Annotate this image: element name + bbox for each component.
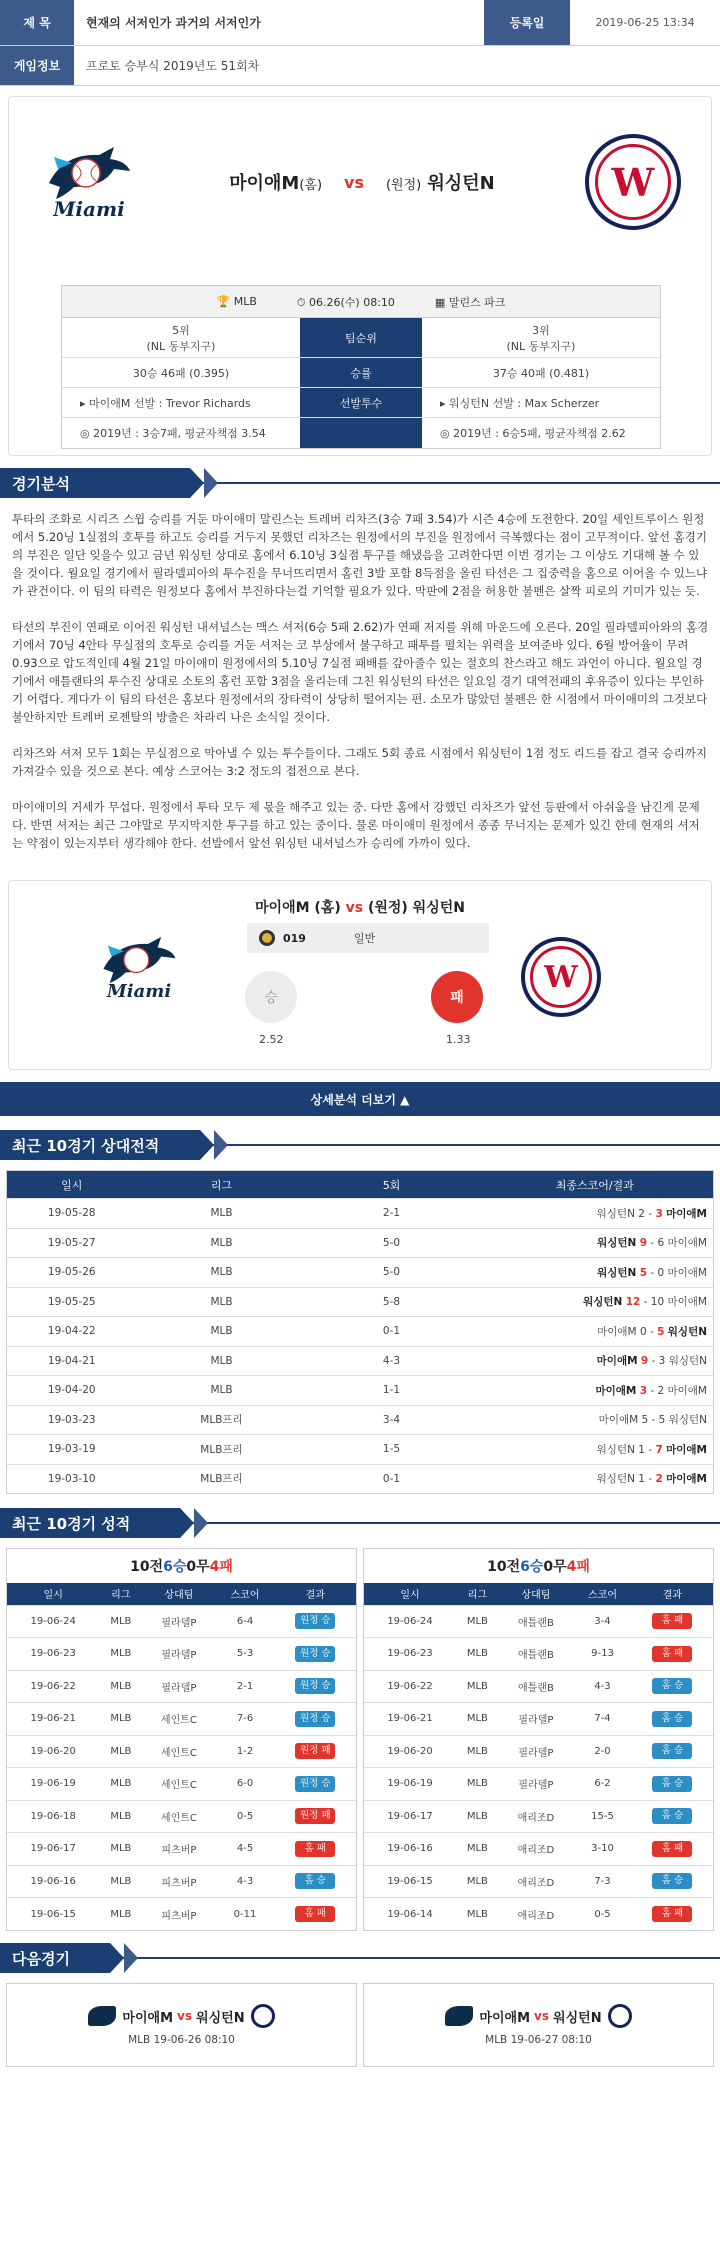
h2h-final: 워싱턴N 1 - 7 마이애M bbox=[477, 1435, 714, 1465]
next-games bbox=[6, 1983, 714, 2067]
h2h-date: 19-05-28 bbox=[7, 1199, 137, 1229]
h2h-row bbox=[7, 1464, 714, 1494]
result-badge: 홈 승 bbox=[295, 1873, 335, 1889]
h2h-final: 워싱턴N 2 - 3 마이애M bbox=[477, 1199, 714, 1229]
recent-row: 19-06-17 MLB 피츠버P 4-5 홈 패 bbox=[7, 1833, 356, 1866]
h2h-inning5: 0-1 bbox=[307, 1464, 477, 1494]
recent-row: 19-06-15 MLB 애리조D 7-3 홈 승 bbox=[364, 1865, 713, 1898]
result-badge: 홈 승 bbox=[652, 1743, 692, 1759]
recent-row: 19-06-17 MLB 애리조D 15-5 홈 승 bbox=[364, 1800, 713, 1833]
game-number: 019 bbox=[283, 931, 306, 945]
recent-away-table: 10전 6승 0무 4패 일시 리그 상대팀 스코어 결과 19-06-24 MLB 애틀랜B 3-4 홈 패 19-06-23 MLB 애틀랜B 9-13 홈 패 19-06-22 MLB 애틀랜B 4-3 홈 승 19-06-21 MLB 필라델P 7-4 홈 승 19-06-20 MLB 필라델P 2-0 홈 승 19-06-19 MLB 필라델P 6-2 홈 승 19-06-17 MLB 애리조D 15-5 홈 승 19-06-16 MLB 애리조D 3-10 홈 패 19-06-15 MLB 애리조D 7-3 홈 승 19-06-14 MLB 애리조D 0-5 홈 패 bbox=[363, 1548, 714, 1931]
recent-row: 19-06-21 MLB 필라델P 7-4 홈 승 bbox=[364, 1703, 713, 1736]
game-type: 일반 bbox=[353, 932, 376, 945]
datetime-info: ⏱ 06.26(수) 08:10 bbox=[296, 295, 395, 309]
h2h-final: 마이애M 0 - 5 워싱턴N bbox=[477, 1317, 714, 1347]
h2h-inning5: 4-3 bbox=[307, 1346, 477, 1376]
recent-row: 19-06-22 MLB 필라델P 2-1 원정 승 bbox=[7, 1670, 356, 1703]
analysis-paragraph: 마이애미의 거세가 무섭다. 원정에서 투타 모두 제 몫을 해주고 있는 중. 다만 홈에서 강했던 리차즈가 앞선 등판에서 아쉬움을 남긴게 문제다. 반면 셔저는 최근 그야말로 무지막지한 투구를 하고 있는 중이다. 물론 마이애미 원정에서 종종 무너지는 문제가 있긴 한데 현재의 셔저는 약점이 있는지부터 생각해야 한다. 선발에서 앞선 워싱턴 내셔널스가 승리에 가까이 있다. bbox=[12, 800, 700, 850]
recent-row: 19-06-22 MLB 애틀랜B 4-3 홈 승 bbox=[364, 1670, 713, 1703]
nationals-mini-icon bbox=[251, 2004, 275, 2028]
h2h-final: 마이애M 3 - 2 마이애M bbox=[477, 1376, 714, 1406]
h2h-inning5: 5-0 bbox=[307, 1228, 477, 1258]
recent-section-bar bbox=[0, 1508, 720, 1538]
recent-away-summary: 10전 6승 0무 4패 bbox=[487, 1559, 590, 1575]
recent-row: 19-06-20 MLB 세인트C 1-2 원정 패 bbox=[7, 1735, 356, 1768]
result-badge: 홈 패 bbox=[295, 1906, 335, 1922]
next-title: 다음경기 bbox=[12, 1949, 70, 1968]
away-odds: 1.33 bbox=[446, 1033, 471, 1046]
h2h-section-bar bbox=[0, 1130, 720, 1160]
h2h-title: 최근 10경기 상대전적 bbox=[12, 1136, 160, 1155]
miami-mini-icon bbox=[445, 2006, 473, 2026]
result-badge: 홈 패 bbox=[652, 1613, 692, 1629]
h2h-date: 19-04-20 bbox=[7, 1376, 137, 1406]
recent-home-summary: 10전 6승 0무 4패 bbox=[130, 1559, 233, 1575]
pitcher-stats-row: ◎ 2019년 : 3승7패, 평균자책점 3.54 ◎ 2019년 : 6승5패, 평균자책점 2.62 bbox=[62, 418, 660, 448]
league-info: 🏆 MLB bbox=[216, 295, 257, 308]
analysis-title: 경기분석 bbox=[12, 474, 70, 493]
h2h-league: MLB bbox=[137, 1346, 307, 1376]
away-lose-button[interactable]: 패 bbox=[431, 971, 483, 1023]
recent-title: 최근 10경기 성적 bbox=[12, 1514, 131, 1533]
result-badge: 원정 패 bbox=[295, 1808, 335, 1824]
recent-tables bbox=[6, 1548, 714, 1931]
winrate-row: 30승 46패 (0.395) 승률 37승 40패 (0.481) bbox=[62, 358, 660, 388]
pick-title: 마이애M (홈) vs (원정) 워싱턴N bbox=[255, 900, 465, 916]
result-badge: 홈 승 bbox=[652, 1776, 692, 1792]
match-info-table bbox=[61, 285, 661, 449]
h2h-league: MLB bbox=[137, 1376, 307, 1406]
vs-label: vs bbox=[344, 172, 364, 192]
result-badge: 홈 패 bbox=[295, 1841, 335, 1857]
h2h-row bbox=[7, 1287, 714, 1317]
miami-logo bbox=[39, 132, 139, 232]
h2h-date: 19-03-10 bbox=[7, 1464, 137, 1494]
next-game-card[interactable]: 마이애M vs 워싱턴N MLB 19-06-27 08:10 bbox=[363, 1983, 714, 2067]
home-win-button[interactable]: 승 bbox=[245, 971, 297, 1023]
pick-miami-logo: Miami bbox=[89, 933, 189, 1002]
post-title: 현재의 서저인가 과거의 서저인가 bbox=[86, 16, 261, 30]
nationals-mini-icon bbox=[608, 2004, 632, 2028]
pick-nationals-logo: W bbox=[521, 937, 601, 1017]
h2h-inning5: 3-4 bbox=[307, 1405, 477, 1435]
h2h-row bbox=[7, 1258, 714, 1288]
match-summary bbox=[8, 96, 712, 456]
game-info-label: 게임정보 bbox=[0, 46, 74, 85]
h2h-inning5: 0-1 bbox=[307, 1317, 477, 1347]
result-badge: 원정 승 bbox=[295, 1711, 335, 1727]
result-badge: 홈 패 bbox=[652, 1841, 692, 1857]
recent-row: 19-06-19 MLB 세인트C 6-0 원정 승 bbox=[7, 1768, 356, 1801]
h2h-date: 19-03-19 bbox=[7, 1435, 137, 1465]
h2h-row bbox=[7, 1405, 714, 1435]
nationals-logo bbox=[585, 134, 681, 230]
result-badge: 원정 승 bbox=[295, 1776, 335, 1792]
result-badge: 홈 패 bbox=[652, 1646, 692, 1662]
h2h-row bbox=[7, 1199, 714, 1229]
h2h-date: 19-05-25 bbox=[7, 1287, 137, 1317]
h2h-league: MLB bbox=[137, 1228, 307, 1258]
recent-row: 19-06-15 MLB 피츠버P 0-11 홈 패 bbox=[7, 1898, 356, 1931]
h2h-final: 마이애M 5 - 5 워싱턴N bbox=[477, 1405, 714, 1435]
h2h-league: MLB프리 bbox=[137, 1464, 307, 1494]
clock-icon: ⏱ bbox=[296, 295, 306, 309]
recent-row: 19-06-23 MLB 애틀랜B 9-13 홈 패 bbox=[364, 1638, 713, 1671]
h2h-final: 워싱턴N 12 - 10 마이애M bbox=[477, 1287, 714, 1317]
result-badge: 원정 승 bbox=[295, 1646, 335, 1662]
h2h-date: 19-04-22 bbox=[7, 1317, 137, 1347]
result-badge: 홈 승 bbox=[652, 1808, 692, 1824]
recent-row: 19-06-18 MLB 세인트C 0-5 원정 패 bbox=[7, 1800, 356, 1833]
h2h-final: 마이애M 9 - 3 워싱턴N bbox=[477, 1346, 714, 1376]
analysis-text bbox=[0, 498, 720, 852]
h2h-inning5: 1-1 bbox=[307, 1376, 477, 1406]
result-badge: 원정 승 bbox=[295, 1613, 335, 1629]
h2h-inning5: 5-8 bbox=[307, 1287, 477, 1317]
h2h-date: 19-05-27 bbox=[7, 1228, 137, 1258]
recent-row: 19-06-16 MLB 피츠버P 4-3 홈 승 bbox=[7, 1865, 356, 1898]
recent-row: 19-06-24 MLB 필라델P 6-4 원정 승 bbox=[7, 1605, 356, 1638]
analysis-paragraph: 타선의 부진이 연패로 이어진 워싱턴 내셔널스는 맥스 셔저(6승 5패 2.62)가 연패 저지를 위해 마운드에 오른다. 20일 필라델피아와의 홈경기에서 70닝 4안타 무실점의 호투로 승리를 거둔 셔저는 코 부상에서 불구하고 패투를 펼치는 위력을 보여준바 있다. 6월 방어율이 무려 0.93으로 압도적인데 4월 21일 마이애미 원정에서의 5.10닝 7실점 패배를 갚아줄수 있는 절호의 찬스라고 해도 과언이 아니다. 월요일 경기에서 애틀랜타의 투수진 상대로 소토의 홈런 포함 3점을 올리는데 그친 워싱턴의 타선은 일요일 경기 대역전패의 후유증이 있다는 부인하기 어렵다. 게다가 이 팀의 타선은 홈보다 원정에서의 장타력이 상당히 떨어지는 편. 소모가 많았던 불펜은 한 시점에서 마이애미의 그것보다 불안하지만 트레버 로젠탈의 방출은 차라리 나은 소식일 것이다. bbox=[12, 620, 709, 724]
next-game-card[interactable]: 마이애M vs 워싱턴N MLB 19-06-26 08:10 bbox=[6, 1983, 357, 2067]
post-header bbox=[0, 0, 720, 86]
miami-logo-text: Miami bbox=[53, 197, 125, 221]
game-number-bar bbox=[247, 923, 489, 953]
recent-row: 19-06-20 MLB 필라델P 2-0 홈 승 bbox=[364, 1735, 713, 1768]
pick-box bbox=[8, 880, 712, 1070]
h2h-league: MLB bbox=[137, 1287, 307, 1317]
h2h-inning5: 5-0 bbox=[307, 1258, 477, 1288]
h2h-date: 19-04-21 bbox=[7, 1346, 137, 1376]
home-team-name: 마이애M(홈) bbox=[229, 173, 323, 194]
h2h-row bbox=[7, 1317, 714, 1347]
h2h-row bbox=[7, 1228, 714, 1258]
analysis-paragraph: 리차즈와 셔저 모두 1회는 무실점으로 막아낼 수 있는 투수들이다. 그래도 5회 종료 시점에서 워싱턴이 1점 정도 리드를 잡고 결국 승리까지 가져갈수 있을 것으로 본다. 예상 스코어는 3:2 정도의 접전으로 본다. bbox=[12, 746, 707, 778]
h2h-date: 19-05-26 bbox=[7, 1258, 137, 1288]
recent-row: 19-06-23 MLB 필라델P 5-3 원정 승 bbox=[7, 1638, 356, 1671]
trophy-icon: 🏆 bbox=[216, 295, 231, 308]
result-badge: 홈 승 bbox=[652, 1873, 692, 1889]
h2h-table: 일시 리그 5회 최종스코어/결과 19-05-28 MLB 2-1 워싱턴N 2 - 3 마이애M 19-05-27 MLB 5-0 워싱턴N 9 - 6 마이애M 19-05-26 MLB 5-0 워싱턴N 5 - 0 마이애M 19-05-25 MLB 5-8 워싱턴N 12 - 10 마이애M 19-04-22 MLB 0-1 마이애M 0 - 5 워싱턴N 19-04-21 MLB 4-3 마이애M 9 - 3 워싱턴N 19-04-20 MLB 1-1 마이애M 3 - 2 마이애M 19-03-23 MLB프리 3-4 마이애M 5 - 5 워싱턴N 19-03-19 MLB프리 1-5 워싱턴N 1 - 7 마이애M 19-03-10 MLB프리 0-1 워싱턴N 1 - 2 마이애M bbox=[6, 1170, 714, 1494]
result-badge: 홈 패 bbox=[652, 1906, 692, 1922]
detail-more-button[interactable]: 상세분석 더보기 ▲ bbox=[0, 1082, 720, 1116]
reg-date: 2019-06-25 13:34 bbox=[595, 16, 695, 29]
analysis-paragraph: 투타의 조화로 시리즈 스윕 승리를 거둔 마이애미 말린스는 트레버 리차즈(3승 7패 3.54)가 시즌 4승에 도전한다. 20일 세인트루이스 원정에서 5.20닝 1실점의 호투를 하고도 승리를 거두지 못했던 리차즈는 원정에서의 부진을 원정에서 극복했다는 점이 고무적이다. 앞선 홈경기의 부진은 일단 잊을수 있고 금년 워싱턴 상대로 홈에서 6.10닝 3실점 투구를 해냈음을 고려한다면 이번 경기는 그 이상도 기대해 볼 수 있을 것이다. 월요일 경기에서 필라델피아의 투수진을 무너뜨리면서 홈런 3발 포함 8득점을 올린 타선은 그 집중력을 홈으로 이어올 수 있느냐가 관건이다. 이 팀의 타력은 원정보다 홈에서 부진하다는걸 기억할 필요가 있다. 막판에 2점을 허용한 불펜은 살짝 피로의 기미가 있는 듯. bbox=[12, 512, 708, 598]
h2h-row bbox=[7, 1376, 714, 1406]
result-badge: 원정 패 bbox=[295, 1743, 335, 1759]
h2h-row bbox=[7, 1346, 714, 1376]
venue-info: ▦ 말린스 파크 bbox=[434, 295, 506, 309]
nationals-logo-letter: W bbox=[611, 159, 655, 205]
away-team-name: (원정) 워싱턴N bbox=[385, 173, 495, 194]
h2h-final: 워싱턴N 5 - 0 마이애M bbox=[477, 1258, 714, 1288]
h2h-inning5: 1-5 bbox=[307, 1435, 477, 1465]
recent-row: 19-06-16 MLB 애리조D 3-10 홈 패 bbox=[364, 1833, 713, 1866]
h2h-final: 워싱턴N 1 - 2 마이애M bbox=[477, 1464, 714, 1494]
h2h-row bbox=[7, 1435, 714, 1465]
home-odds: 2.52 bbox=[259, 1033, 284, 1046]
h2h-inning5: 2-1 bbox=[307, 1199, 477, 1229]
coin-icon bbox=[259, 930, 275, 946]
miami-mini-icon bbox=[88, 2006, 116, 2026]
recent-row: 19-06-14 MLB 애리조D 0-5 홈 패 bbox=[364, 1898, 713, 1931]
analysis-section-bar bbox=[0, 468, 720, 498]
pitcher-row: ▸ 마이애M 선발 : Trevor Richards 선발투수 ▸ 워싱턴N 선발 : Max Scherzer bbox=[62, 388, 660, 418]
result-badge: 홈 승 bbox=[652, 1711, 692, 1727]
recent-row: 19-06-24 MLB 애틀랜B 3-4 홈 패 bbox=[364, 1605, 713, 1638]
h2h-final: 워싱턴N 9 - 6 마이애M bbox=[477, 1228, 714, 1258]
stadium-icon: ▦ bbox=[434, 295, 446, 309]
next-section-bar bbox=[0, 1943, 720, 1973]
h2h-date: 19-03-23 bbox=[7, 1405, 137, 1435]
recent-row: 19-06-21 MLB 세인트C 7-6 원정 승 bbox=[7, 1703, 356, 1736]
recent-row: 19-06-19 MLB 필라델P 6-2 홈 승 bbox=[364, 1768, 713, 1801]
recent-home-table: 10전 6승 0무 4패 일시 리그 상대팀 스코어 결과 19-06-24 MLB 필라델P 6-4 원정 승 19-06-23 MLB 필라델P 5-3 원정 승 19-06-22 MLB 필라델P 2-1 원정 승 19-06-21 MLB 세인트C 7-6 원정 승 19-06-20 MLB 세인트C 1-2 원정 패 19-06-19 MLB 세인트C 6-0 원정 승 19-06-18 MLB 세인트C 0-5 원정 패 19-06-17 MLB 피츠버P 4-5 홈 패 19-06-16 MLB 피츠버P 4-3 홈 승 19-06-15 MLB 피츠버P 0-11 홈 패 bbox=[6, 1548, 357, 1931]
h2h-league: MLB프리 bbox=[137, 1405, 307, 1435]
h2h-league: MLB bbox=[137, 1317, 307, 1347]
result-badge: 홈 승 bbox=[652, 1678, 692, 1694]
h2h-league: MLB bbox=[137, 1199, 307, 1229]
rank-row: 5위 (NL 동부지구) 팀순위 3위 (NL 동부지구) bbox=[62, 318, 660, 358]
h2h-league: MLB프리 bbox=[137, 1435, 307, 1465]
h2h-league: MLB bbox=[137, 1258, 307, 1288]
title-label: 제 목 bbox=[0, 0, 74, 45]
result-badge: 원정 승 bbox=[295, 1678, 335, 1694]
reg-date-label: 등록일 bbox=[484, 0, 570, 45]
game-info: 프로토 승부식 2019년도 51회차 bbox=[86, 59, 260, 73]
